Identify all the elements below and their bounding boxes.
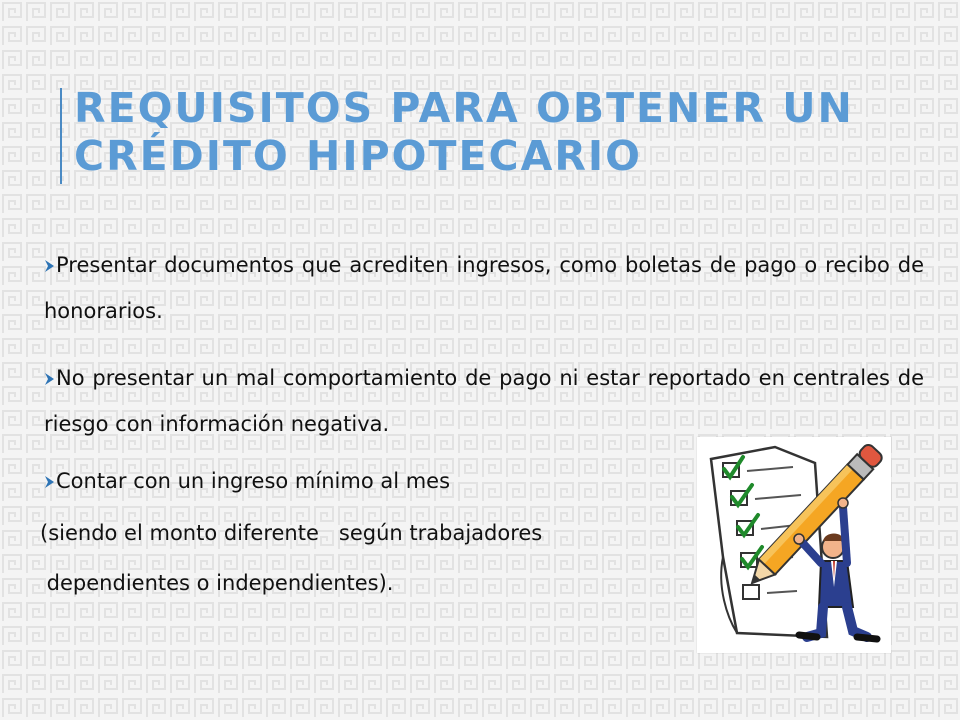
- bullet-text: Contar con un ingreso mínimo al mes: [56, 469, 451, 493]
- bullet-text: No presentar un mal comportamiento de pago ni estar reportado en centrales de riesgo con información negativa.: [44, 366, 924, 436]
- bullet-item-2: [44, 355, 924, 447]
- continuation-line-1: (siendo el monto diferente según trabajadores: [40, 521, 543, 545]
- bullet-arrow-icon: [44, 475, 55, 489]
- bullet-text: Presentar documentos que acrediten ingresos, como boletas de pago o recibo de honorarios.: [44, 253, 924, 323]
- title-accent-bar: [60, 88, 62, 184]
- slide-title: [74, 84, 944, 180]
- checklist-pencil-clipart: [697, 437, 891, 653]
- continuation-line-2: dependientes o independientes).: [40, 571, 394, 595]
- title-line-1: REQUISITOS PARA OBTENER UN: [74, 84, 854, 132]
- bullet-item-3: [44, 458, 664, 504]
- bullet-arrow-icon: [44, 259, 55, 273]
- title-line-2: CRÉDITO HIPOTECARIO: [74, 132, 642, 180]
- bullet-item-1: [44, 242, 924, 334]
- bullet-arrow-icon: [44, 372, 55, 386]
